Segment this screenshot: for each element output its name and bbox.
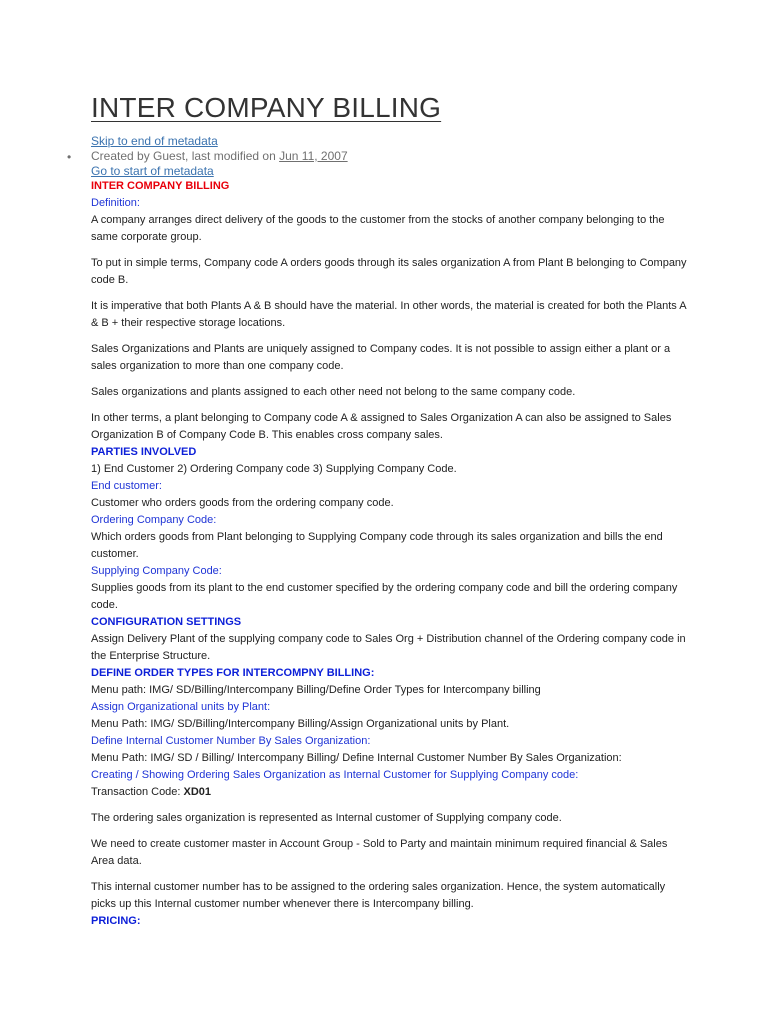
modified-date-link[interactable]: Jun 11, 2007 [279, 149, 348, 163]
parties-heading: PARTIES INVOLVED [91, 446, 197, 458]
created-by-text: Created by Guest, last modified on [91, 149, 280, 163]
assign-org-units-menu: Menu Path: IMG/ SD/Billing/Intercompany Billing/Assign Organizational units by Plant. [91, 718, 510, 730]
end-customer-label: End customer: [91, 480, 162, 492]
definition-text: A company arranges direct delivery of the goods to the customer from the stocks of another company belonging to the same corporate group. [91, 214, 665, 243]
ordering-company-label: Ordering Company Code: [91, 514, 217, 526]
configuration-text: Assign Delivery Plant of the supplying company code to Sales Org + Distribution channel of the Ordering company code in the Enterprise Structure. [91, 633, 686, 662]
supplying-company-text: Supplies goods from its plant to the end customer specified by the ordering company code and bill the ordering company code. [91, 582, 678, 611]
bullet-icon: • [67, 150, 72, 164]
page-title: INTER COMPANY BILLING [91, 92, 442, 123]
define-order-types-menu: Menu path: IMG/ SD/Billing/Intercompany Billing/Define Order Types for Intercompany billing [91, 684, 541, 696]
transaction-code-label: Transaction Code: [91, 786, 184, 798]
page-metadata [67, 134, 348, 179]
assign-org-units-label: Assign Organizational units by Plant: [91, 701, 271, 713]
created-by-line [67, 149, 348, 164]
supplying-company-label: Supplying Company Code: [91, 565, 222, 577]
customer-master-paragraph: We need to create customer master in Account Group - Sold to Party and maintain minimum required financial & Sales Area data. [91, 838, 668, 867]
uniquely-assigned-paragraph: Sales Organizations and Plants are uniquely assigned to Company codes. It is not possible to assign either a plant or a sales organization to more than one company code. [91, 343, 671, 372]
page-content [91, 178, 691, 930]
transaction-code-line [91, 784, 691, 801]
need-not-belong-paragraph: Sales organizations and plants assigned to each other need not belong to the same company code. [91, 386, 576, 398]
skip-to-end-link[interactable]: Skip to end of metadata [91, 134, 218, 148]
internal-number-paragraph: This internal customer number has to be assigned to the ordering sales organization. Hence, the system automatically picks up this Internal customer number whenever there is Intercompany billing. [91, 881, 666, 910]
end-customer-text: Customer who orders goods from the ordering company code. [91, 497, 394, 509]
cross-company-paragraph: In other terms, a plant belonging to Company code A & assigned to Sales Organization A can also be assigned to Sales Organization B of Company Code B. This enables cross company sales. [91, 412, 672, 441]
simple-terms-paragraph: To put in simple terms, Company code A orders goods through its sales organization A from Plant B belonging to Company code B. [91, 257, 687, 286]
creating-internal-customer-label: Creating / Showing Ordering Sales Organization as Internal Customer for Supplying Company code: [91, 769, 579, 781]
parties-list: 1) End Customer 2) Ordering Company code 3) Supplying Company Code. [91, 463, 457, 475]
imperative-paragraph: It is imperative that both Plants A & B should have the material. In other words, the material is created for both the Plants A & B + their respective storage locations. [91, 300, 686, 329]
content-heading: INTER COMPANY BILLING [91, 180, 230, 192]
pricing-heading: PRICING: [91, 915, 141, 927]
transaction-code-value: XD01 [183, 786, 212, 798]
go-to-start-link[interactable]: Go to start of metadata [91, 164, 214, 178]
configuration-heading: CONFIGURATION SETTINGS [91, 616, 242, 628]
define-order-types-heading: DEFINE ORDER TYPES FOR INTERCOMPNY BILLING: [91, 667, 375, 679]
define-internal-customer-label: Define Internal Customer Number By Sales Organization: [91, 735, 371, 747]
define-internal-customer-menu: Menu Path: IMG/ SD / Billing/ Intercompany Billing/ Define Internal Customer Number By Sales Organization: [91, 752, 622, 764]
ordering-company-text: Which orders goods from Plant belonging to Supplying Company code through its sales organization and bills the end customer. [91, 531, 663, 560]
definition-label: Definition: [91, 197, 140, 209]
represented-paragraph: The ordering sales organization is represented as Internal customer of Supplying company code. [91, 812, 562, 824]
